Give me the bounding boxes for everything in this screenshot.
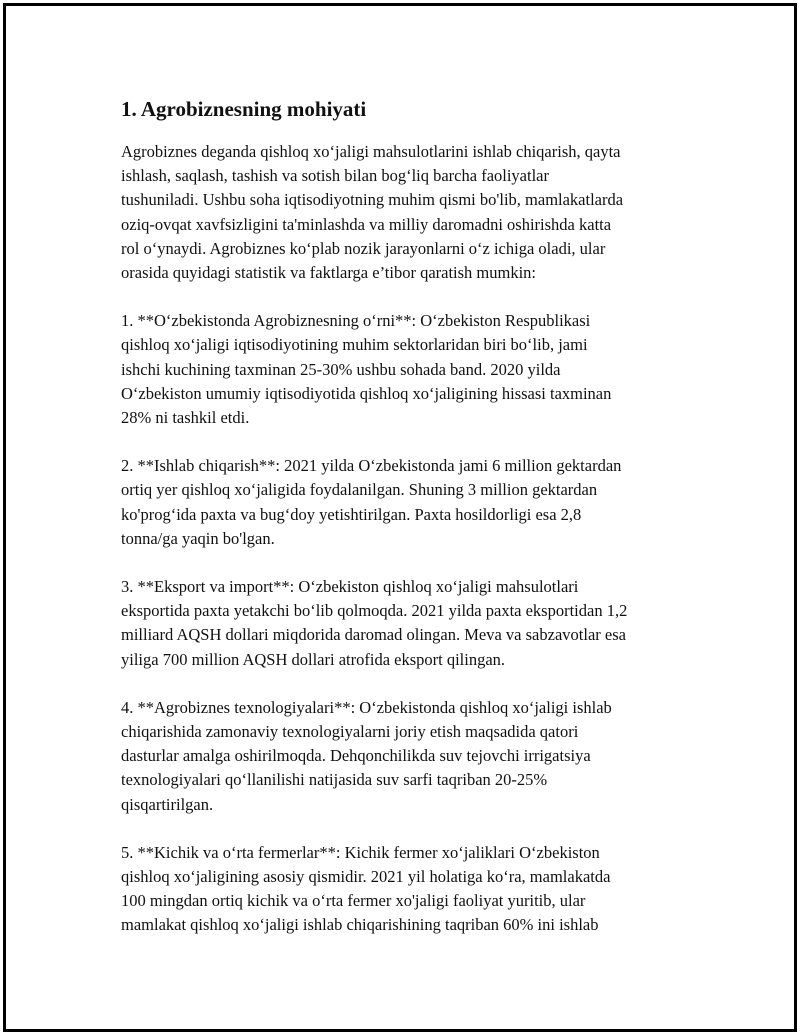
text-line: ko'prog‘ida paxta va bug‘doy yetishtirilgan. Paxta hosildorligi esa 2,8 xyxy=(121,504,582,524)
text-line: 1. **O‘zbekistonda Agrobiznesning o‘rni**: O‘zbekiston Respublikasi xyxy=(121,311,591,331)
text-line: tushuniladi. Ushbu soha iqtisodiyotning muhim qismi bo'lib, mamlakatlarda xyxy=(121,190,624,210)
text-line: texnologiyalari qo‘llanilishi natijasida suv sarfi taqriban 20-25% xyxy=(121,770,548,790)
section-heading: 1. Agrobiznesning mohiyati xyxy=(121,97,367,121)
text-line: 28% ni tashkil etdi. xyxy=(121,408,250,428)
text-line: rol o‘ynaydi. Agrobiznes ko‘plab nozik jarayonlarni o‘z ichiga oladi, ular xyxy=(121,238,606,258)
text-line: 100 mingdan ortiq kichik va o‘rta fermer xo'jaligi faoliyat yuritib, ular xyxy=(121,891,586,911)
page-frame xyxy=(3,3,797,1032)
text-line: chiqarishida zamonaviy texnologiyalarni joriy etish maqsadida qatori xyxy=(121,722,579,742)
document-content xyxy=(121,94,701,962)
point-3-paragraph xyxy=(121,575,701,672)
text-line: orasida quyidagi statistik va faktlarga e’tibor qaratish mumkin: xyxy=(121,263,537,283)
point-2-paragraph xyxy=(121,454,701,551)
text-line: qisqartirilgan. xyxy=(121,794,214,814)
text-line: ortiq yer qishloq xo‘jaligida foydalanilgan. Shuning 3 million gektardan xyxy=(121,480,598,500)
text-line: milliard AQSH dollari miqdorida daromad olingan. Meva va sabzavotlar esa xyxy=(121,625,626,645)
text-line: dasturlar amalga oshirilmoqda. Dehqonchilikda suv tejovchi irrigatsiya xyxy=(121,746,591,766)
text-line: qishloq xo‘jaligining asosiy qismidir. 2021 yil holatiga ko‘ra, mamlakatda xyxy=(121,867,611,887)
text-line: ishlash, saqlash, tashish va sotish bilan bog‘liq barcha faoliyatlar xyxy=(121,166,549,186)
text-line: eksportida paxta yetakchi bo‘lib qolmoqda. 2021 yilda paxta eksportidan 1,2 xyxy=(121,601,628,621)
text-line: oziq-ovqat xavfsizligini ta'minlashda va milliy daromadni oshirishda katta xyxy=(121,214,612,234)
text-line: 3. **Eksport va import**: O‘zbekiston qishloq xo‘jaligi mahsulotlari xyxy=(121,577,579,597)
text-line: ishchi kuchining taxminan 25-30% ushbu sohada band. 2020 yilda xyxy=(121,359,561,379)
text-line: yiliga 700 million AQSH dollari atrofida eksport qilingan. xyxy=(121,649,506,669)
text-line: O‘zbekiston umumiy iqtisodiyotida qishloq xo‘jaligining hissasi taxminan xyxy=(121,383,612,403)
text-line: Agrobiznes deganda qishloq xo‘jaligi mahsulotlarini ishlab chiqarish, qayta xyxy=(121,142,621,161)
text-line: qishloq xo‘jaligi iqtisodiyotining muhim sektorlaridan biri bo‘lib, jami xyxy=(121,335,588,355)
text-line: 5. **Kichik va o‘rta fermerlar**: Kichik fermer xo‘jaliklari O‘zbekiston xyxy=(121,842,600,862)
intro-paragraph xyxy=(121,140,701,285)
text-line: tonna/ga yaqin bo'lgan. xyxy=(121,528,275,548)
point-5-paragraph xyxy=(121,841,701,938)
point-4-paragraph xyxy=(121,696,701,817)
text-line: 2. **Ishlab chiqarish**: 2021 yilda O‘zbekistonda jami 6 million gektardan xyxy=(121,456,622,476)
point-1-paragraph xyxy=(121,309,701,430)
text-line: 4. **Agrobiznes texnologiyalari**: O‘zbekistonda qishloq xo‘jaligi ishlab xyxy=(121,697,612,717)
text-line: mamlakat qishloq xo‘jaligi ishlab chiqarishining taqriban 60% ini ishlab xyxy=(121,915,599,935)
